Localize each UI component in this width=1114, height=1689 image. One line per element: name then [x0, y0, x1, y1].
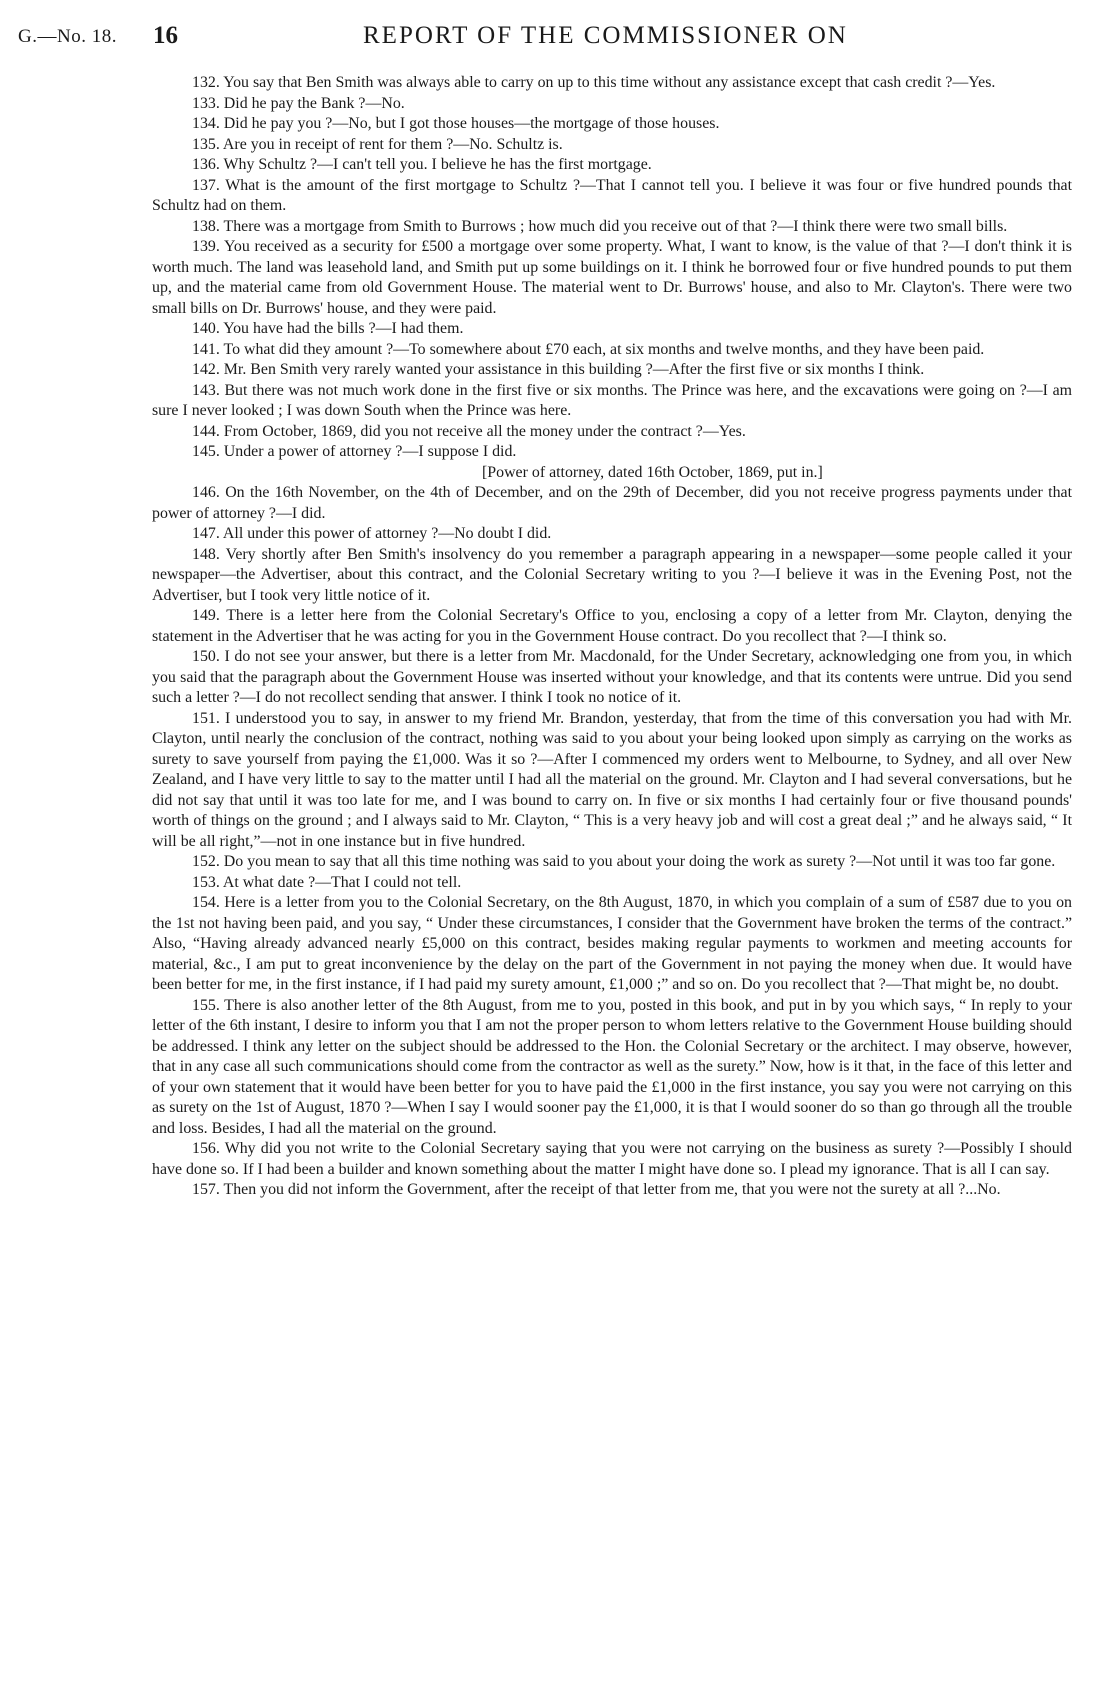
question-142: 142. Mr. Ben Smith very rarely wanted your assistance in this building ?—After the first five or six months I think. — [192, 361, 925, 378]
document-note: [Power of attorney, dated 16th October, 1869, put in.] — [482, 463, 823, 481]
question-135: 135. Are you in receipt of rent for them ?—No. Schultz is. — [192, 135, 563, 153]
question-138: 138. There was a mortgage from Smith to Burrows ; how much did you receive out of that ?—I think there were two small bills. — [192, 217, 1008, 235]
question-155: 155. There is also another letter of the 8th August, from me to you, posted in this book, and put in by you which says, “ In reply to your letter of the 6th instant, I desire to inform you that I am not the proper person to whom letters relative to the Government House building should be addressed. I think any letter on the subject should be addressed to the Hon. the Colonial Secretary or the architect. I may observe, however, that in any case all such communications should come from the contractor as well as the surety.” Now, how is it that, in the face of this letter and of your own statement that it would have been better for you to have paid the £1,000 in the first instance, you say you were not carrying on this as surety on the 1st of August, 1870 ?—When I say I would sooner pay the £1,000, it is that I would sooner do so than go through all the trouble and loss. Besides, I had all the material on the ground. — [152, 996, 1073, 1137]
question-136: 136. Why Schultz ?—I can't tell you. I believe he has the first mortgage. — [192, 156, 652, 173]
question-143: 143. But there was not much work done in the first five or six months. The Prince was here, and the excavations were going on ?—I am sure I never looked ; I was down South when the Prince was here. — [152, 381, 1072, 419]
question-157: 157. Then you did not inform the Government, after the receipt of that letter from me, that you were not the surety at all ?...No. — [192, 1181, 1001, 1198]
question-144: 144. From October, 1869, did you not receive all the money under the contract ?—Yes. — [192, 422, 746, 440]
question-147: 147. All under this power of attorney ?—No doubt I did. — [192, 525, 552, 542]
question-156: 156. Why did you not write to the Colonial Secretary saying that you were not carrying on the business as surety ?—Possibly I should have done so. If I had been a builder and known something about the matter I might have done so. I plead my ignorance. That is all I can say. — [152, 1140, 1073, 1178]
question-150: 150. I do not see your answer, but there is a letter from Mr. Macdonald, for the Under Secretary, acknowledging one from you, in which you said that the paragraph about the Government House was inserted without your knowledge, and that its contents were untrue. Did you send such a letter ?—I do not recollect sending that answer. I think I took no notice of it. — [152, 648, 1072, 706]
testimony-body — [152, 73, 1072, 1201]
question-152: 152. Do you mean to say that all this time nothing was said to you about your doing the work as surety ?—Not until it was too far gone. — [192, 853, 1056, 870]
question-145: 145. Under a power of attorney ?—I suppose I did. — [192, 443, 517, 460]
paper-reference: G.—No. 18. — [18, 26, 117, 47]
question-141: 141. To what did they amount ?—To somewhere about £70 each, at six months and twelve months, and they have been paid. — [192, 340, 985, 358]
question-132: 132. You say that Ben Smith was always able to carry on up to this time without any assistance except that cash credit ?—Yes. — [192, 74, 996, 91]
question-139: 139. You received as a security for £500 a mortgage over some property. What, I want to know, is the value of that ?—I don't think it is worth much. The land was leasehold land, and Smith put up some buildings on it. I think he borrowed four or five hundred pounds to put them up, and the material came from old Government House. The material went to Dr. Burrows' house, and also to Mr. Clayton's. There were two small bills on Dr. Burrows' house, and they were paid. — [152, 238, 1072, 317]
question-134: 134. Did he pay you ?—No, but I got those houses—the mortgage of those houses. — [192, 115, 720, 132]
page-header — [18, 22, 1096, 58]
question-151: 151. I understood you to say, in answer to my friend Mr. Brandon, yesterday, that from the time of this conversation you had with Mr. Clayton, until nearly the conclusion of the contract, nothing was said to you about your being looked upon simply as carrying on the works as surety to save yourself from paying the £1,000. Was it so ?—After I commenced my orders went to Melbourne, to Sydney, and all over New Zealand, and I have very little to say to the matter until I had all the material on the ground. Mr. Clayton and I had several conversations, but he did not say that until it was too late for me, and I was bound to carry on. In five or six months I had certainly four or five thousand pounds' worth of things on the ground ; and I always said to Mr. Clayton, “ This is a very heavy job and will cost a great deal ;” and he always said, “ It will be all right,”—not in one instance but in five hundred. — [152, 709, 1072, 850]
question-133: 133. Did he pay the Bank ?—No. — [192, 94, 405, 112]
running-title: REPORT OF THE COMMISSIONER ON — [363, 22, 848, 49]
question-146: 146. On the 16th November, on the 4th of December, and on the 29th of December, did you not receive progress payments under that power of attorney ?—I did. — [152, 484, 1072, 522]
question-154: 154. Here is a letter from you to the Colonial Secretary, on the 8th August, 1870, in which you complain of a sum of £587 due to you on the 1st not having been paid, and you say, “ Under these circumstances, I consider that the Government have broken the terms of the contract.” Also, “Having already advanced nearly £5,000 on this contract, besides making regular payments to workmen and meeting accounts for material, &c., I am put to great inconvenience by the delay on the part of the Government in not paying the money when due. It would have been better for me, in the first instance, if I had paid my surety amount, £1,000 ;” and so on. Do you recollect that ?—That might be, no doubt. — [152, 894, 1072, 993]
question-140: 140. You have had the bills ?—I had them. — [192, 320, 464, 337]
page-number: 16 — [153, 22, 178, 49]
question-153: 153. At what date ?—That I could not tell. — [192, 873, 462, 891]
question-137: 137. What is the amount of the first mortgage to Schultz ?—That I cannot tell you. I believe it was four or five hundred pounds that Schultz had on them. — [152, 176, 1072, 214]
question-148: 148. Very shortly after Ben Smith's insolvency do you remember a paragraph appearing in a newspaper—some people called it your newspaper—the Advertiser, about this contract, and the Colonial Secretary writing to you ?—I believe it was in the Evening Post, not the Advertiser, but I took very little notice of it. — [152, 545, 1073, 604]
question-149: 149. There is a letter here from the Colonial Secretary's Office to you, enclosing a copy of a letter from Mr. Clayton, denying the statement in the Advertiser that he was acting for you in the Government House contract. Do you recollect that ?—I think so. — [152, 607, 1072, 645]
